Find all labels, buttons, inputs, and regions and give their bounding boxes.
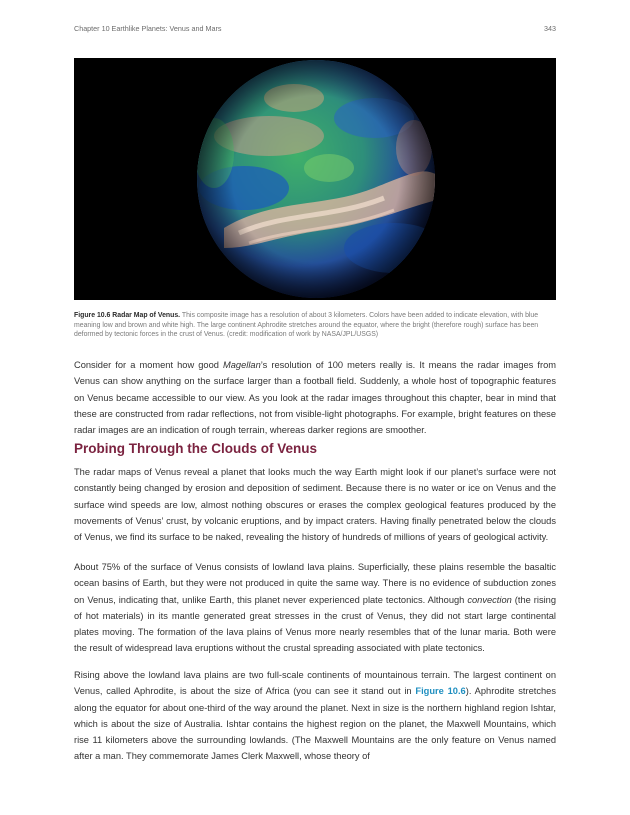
text-span: About 75% of the surface of Venus consists of lowland lava plains. Superficially, these plains resemble the basaltic ocean basins of Earth, but they were not produced in quite the same way. There is no evidence of subduction zones on Venus, indicating that, unlike Earth, this planet never experienced plate tectonics. Although <box>74 562 556 605</box>
figure-reference-link[interactable]: Figure 10.6 <box>415 686 466 697</box>
page-number: 343 <box>544 24 556 33</box>
emphasis-convection: convection <box>467 594 512 605</box>
text-span: ’s resolution of 100 meters really is. It means the radar images from Venus can show anything on the surface larger than a football field. Suddenly, a whole host of topographic features on Venus became accessible to our view. As you look at the radar images throughout this chapter, bear in mind that these are constructed from radar reflections, not from visible-light photographs. For example, bright features on these radar images are an indication of rough terrain, whereas darker regions are smoother. <box>74 360 556 436</box>
venus-radar-image <box>74 58 556 300</box>
text-span: Rising above the lowland lava plains are two full-scale continents of mountainous terrain. The largest continent on Venus, called Aphrodite, is about the size of Africa (you can see it stand out in <box>74 670 556 697</box>
caption-text: This composite image has a resolution of about 3 kilometers. Colors have been added to indicate elevation, with blue meaning low and brown and white high. The large continent Aphrodite stretches around the equator, where the bright (therefore rough) surface has been deformed by tectonic forces in the crust of Venus. (credit: modification of work by NASA/JPL/USGS) <box>74 312 539 339</box>
paragraph-continents <box>74 667 556 765</box>
chapter-title: Chapter 10 Earthlike Planets: Venus and Mars <box>74 24 222 33</box>
venus-radar-figure <box>74 58 556 300</box>
running-header <box>74 24 556 33</box>
paragraph-lava-plains <box>74 559 556 657</box>
text-span: Consider for a moment how good <box>74 360 224 370</box>
paragraph-magellan-resolution <box>74 357 556 438</box>
emphasis-magellan: Magellan <box>223 360 261 370</box>
figure-label: Figure 10.6 Radar Map of Venus. <box>74 312 181 319</box>
text-span: (the rising of hot materials) in its mantle generated great stresses in the crust of Venus, they did not start large continental plates moving. The formation of the lava plains of Venus more nearly resembles that of the lunar maria. Both were the result of widespread lava eruptions without the crustal spreading associated with plate tectonics. <box>74 594 556 654</box>
figure-caption <box>74 311 556 340</box>
text-span: ). Aphrodite stretches along the equator for about one-third of the way around the planet. Next in size is the northern highland region Ishtar, which is about the size of Australia. Ishtar contains the highest region on the planet, the Maxwell Mountains, which rise 11 kilometers above the surrounding lowlands. (The Maxwell Mountains are the only feature on Venus named after a man. They commemorate James Clerk Maxwell, whose theory of <box>74 686 556 762</box>
section-heading: Probing Through the Clouds of Venus <box>74 441 317 456</box>
paragraph-radar-maps: The radar maps of Venus reveal a planet that looks much the way Earth might look if our planet’s surface were not constantly being changed by erosion and deposition of sediment. Because there is no water or ice on Venus and the surface wind speeds are low, almost nothing obscures or erases the complex geological features produced by the movements of Venus’ crust, by volcanic eruptions, and by impact craters. Having finally penetrated below the clouds of Venus, we find its surface to be naked, revealing the history of hundreds of millions of years of geological activity. <box>74 467 556 543</box>
